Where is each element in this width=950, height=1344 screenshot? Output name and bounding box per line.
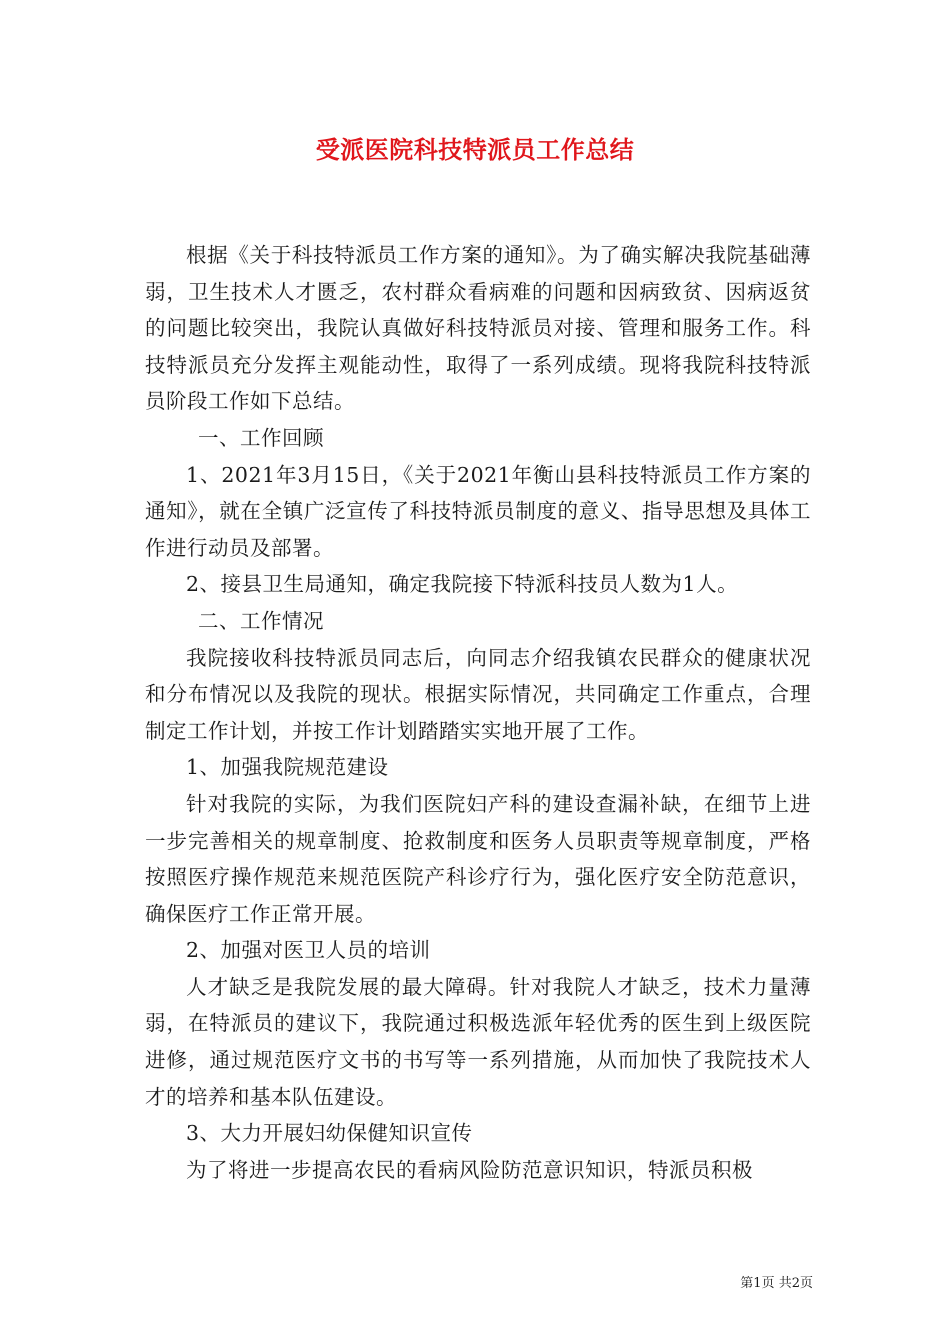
page-label-prefix: 第 (740, 1276, 754, 1291)
document-body (145, 237, 811, 1188)
section-heading-review: 一、工作回顾 (198, 425, 324, 450)
page-label-suffix: 页 (799, 1276, 813, 1291)
page-label-middle: 页 共 (761, 1276, 792, 1291)
paragraph-situation: 我院接收科技特派员同志后，向同志介绍我镇农民群众的健康状况和分布情况以及我院的现状。根据实际情况，共同确定工作重点，合理制定工作计划，并按工作计划踏踏实实地开展了工作。 (145, 645, 811, 743)
subheading-training: 2、加强对医卫人员的培训 (186, 938, 431, 963)
paragraph-publicity: 为了将进一步提高农民的看病风险防范意识知识，特派员积极 (186, 1157, 753, 1182)
subheading-publicity: 3、大力开展妇幼保健知识宣传 (186, 1121, 473, 1146)
paragraph-standardization: 针对我院的实际，为我们医院妇产科的建设查漏补缺，在细节上进一步完善相关的规章制度、抢救制度和医务人员职责等规章制度，严格按照医疗操作规范来规范医院产科诊疗行为，强化医疗安全防范意识，确保医疗工作正常开展。 (145, 791, 811, 926)
intro-paragraph: 根据《关于科技特派员工作方案的通知》。为了确实解决我院基础薄弱，卫生技术人才匮乏，农村群众看病难的问题和因病致贫、因病返贫的问题比较突出，我院认真做好科技特派员对接、管理和服务工作。科技特派员充分发挥主观能动性，取得了一系列成绩。现将我院科技特派员阶段工作如下总结。 (145, 243, 811, 414)
paragraph-review-item-1: 1、2021年3月15日，《关于2021年衡山县科技特派员工作方案的通知》，就在全镇广泛宣传了科技特派员制度的意义、指导思想及具体工作进行动员及部署。 (145, 462, 811, 560)
document-title: 受派医院科技特派员工作总结 (315, 135, 635, 164)
page-number-footer (740, 1275, 813, 1293)
current-page-number: 1 (753, 1276, 762, 1291)
paragraph-review-item-2: 2、接县卫生局通知，确定我院接下特派科技员人数为1人。 (186, 572, 739, 597)
section-heading-situation: 二、工作情况 (198, 608, 324, 633)
total-pages-number: 2 (791, 1276, 800, 1291)
subheading-standardization: 1、加强我院规范建设 (186, 755, 389, 780)
paragraph-training: 人才缺乏是我院发展的最大障碍。针对我院人才缺乏，技术力量薄弱，在特派员的建议下，我院通过积极选派年轻优秀的医生到上级医院进修，通过规范医疗文书的书写等一系列措施，从而加快了我院技术人才的培养和基本队伍建设。 (145, 974, 811, 1109)
